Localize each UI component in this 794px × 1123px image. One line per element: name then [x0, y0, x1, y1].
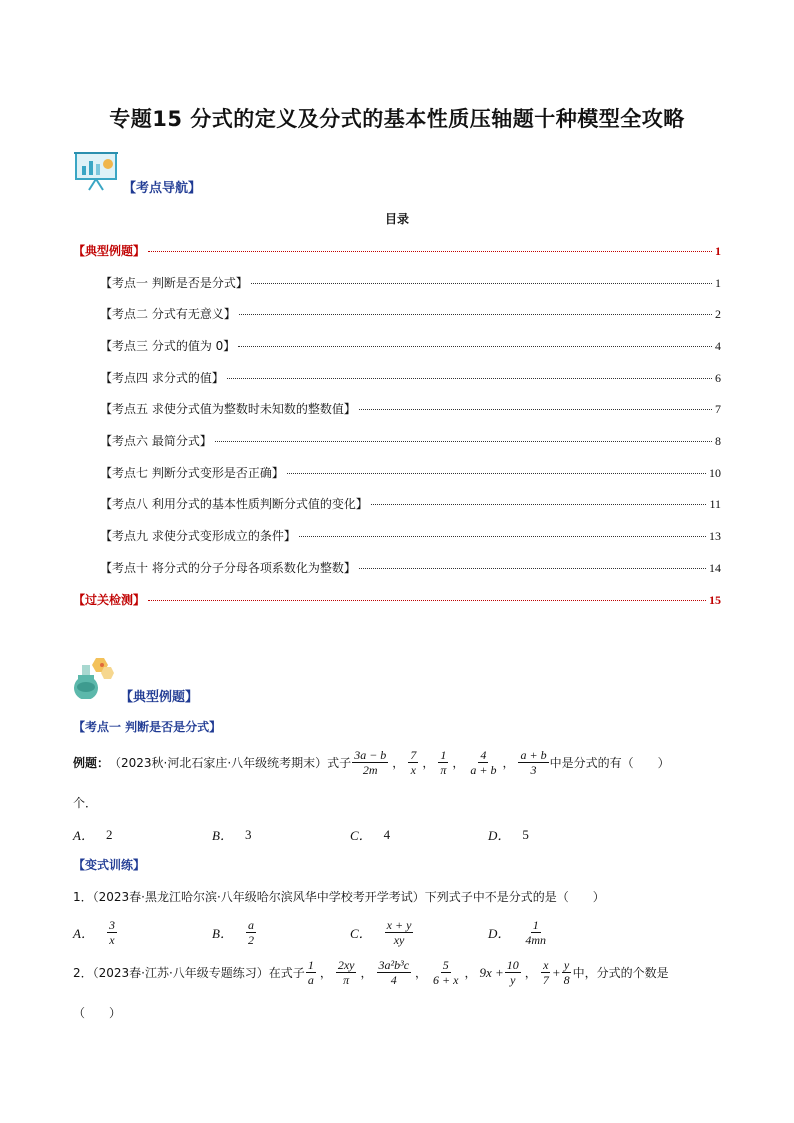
toc-label: 【考点一 判断是否是分式】 [100, 276, 248, 290]
presentation-board-icon [73, 150, 121, 192]
example-source: （2023秋·河北石家庄·八年级统考期末）式子 [109, 756, 352, 770]
toc-label: 【考点五 求使分式值为整数时未知数的整数值】 [100, 402, 356, 416]
toc-leader [238, 346, 712, 347]
fraction: $\frac{x + y}{xy}$ [386, 918, 412, 947]
toc-leader [359, 409, 712, 410]
fraction: $\frac{5}{6 + x}$ [433, 958, 459, 987]
fraction: $\frac{y}{8}$ [563, 958, 570, 987]
toc-row[interactable] [73, 242, 721, 260]
toc-row[interactable] [100, 274, 721, 292]
q1-option-d[interactable]: D． $\frac{1}{4mn}$ [488, 918, 547, 947]
toc-leader [227, 378, 712, 379]
fraction: $\frac{a}{2}$ [247, 918, 254, 947]
example-tail: 中是分式的有（ ） [549, 756, 670, 770]
toc-leader [251, 283, 712, 284]
fraction: $\frac{1}{a}$ [307, 958, 314, 987]
question-2: 2．（2023春·江苏·八年级专题练习）在式子 $\frac{1}{a}$ ， $\frac{2xy}{\pi}$ ， $\frac{\text{3a²b³c}}{4}$ ， $\frac{5}{6 + x}$ ， 9x + $\frac{10}{y}$ ， $\frac{x}{7}$ + $\frac{y}{8}$ 中，分式的个数是 [73, 958, 669, 987]
toc-leader [287, 473, 706, 474]
expr-prefix: 9x + [479, 964, 504, 980]
option-c[interactable]: C． 4 [350, 826, 391, 843]
toc-leader [299, 536, 706, 537]
toc-row[interactable] [100, 432, 721, 450]
typical-examples-heading: 【典型例题】 [120, 690, 199, 705]
fraction: $\frac{10}{y}$ [506, 958, 519, 987]
toc-label: 【考点九 求使分式变形成立的条件】 [100, 529, 296, 543]
example-label: 例题： [73, 756, 110, 770]
fraction: $\frac{x}{7}$ [542, 958, 549, 987]
fraction: $\frac{2xy}{\pi}$ [337, 958, 355, 987]
fraction: $\frac{7}{x}$ [410, 748, 417, 777]
fraction: $\frac{1}{4mn}$ [525, 918, 547, 947]
toc-row[interactable] [100, 527, 721, 545]
q1-option-a[interactable]: A． $\frac{3}{x}$ [73, 918, 115, 947]
toc-page: 8 [715, 434, 721, 448]
toc-leader [239, 314, 712, 315]
toc-page: 2 [715, 307, 721, 321]
toc-row[interactable] [100, 464, 721, 482]
toc-leader [215, 441, 712, 442]
plus-sign: + [551, 964, 561, 980]
toc-page: 11 [709, 497, 721, 511]
option-b[interactable]: B． 3 [212, 826, 252, 843]
toc-row[interactable] [100, 337, 721, 355]
toc-label: 【考点二 分式有无意义】 [100, 307, 236, 321]
fraction: $\frac{a + b}{3}$ [520, 748, 547, 777]
fraction: $\frac{\text{3a²b³c}}{4}$ [378, 958, 410, 987]
toc-page: 1 [715, 244, 721, 258]
toc-page: 7 [715, 402, 721, 416]
q2-text: 2．（2023春·江苏·八年级专题练习）在式子 [73, 966, 305, 980]
toc-page: 1 [715, 276, 721, 290]
page-title: 专题15 分式的定义及分式的基本性质压轴题十种模型全攻略 [109, 107, 685, 131]
toc-label: 【考点四 求分式的值】 [100, 371, 224, 385]
toc-page: 6 [715, 371, 721, 385]
toc-page: 13 [709, 529, 721, 543]
toc-page: 14 [709, 561, 721, 575]
variant-training-heading: 【变式训练】 [73, 858, 146, 872]
option-d[interactable]: D． 5 [488, 826, 529, 843]
toc-title: 目录 [384, 212, 409, 226]
example-question: 例题： （2023秋·河北石家庄·八年级统考期末）式子 $\frac{3a - b}{2m}$ ， $\frac{7}{x}$ ， $\frac{1}{\pi}$ ， $\frac{4}{a + b}$ ， $\frac{a + b}{3}$ 中是分式的有（ ） [73, 748, 670, 777]
toc-row[interactable] [100, 369, 721, 387]
toc-row[interactable] [100, 400, 721, 418]
flask-icon [72, 655, 116, 699]
toc-row[interactable] [100, 559, 721, 577]
q1-option-b[interactable]: B． $\frac{a}{2}$ [212, 918, 254, 947]
toc-label: 【典型例题】 [73, 244, 146, 258]
toc-row[interactable] [100, 495, 721, 513]
toc-page: 4 [715, 339, 721, 353]
toc-label: 【考点十 将分式的分子分母各项系数化为整数】 [100, 561, 356, 575]
toc-label: 【考点六 最简分式】 [100, 434, 212, 448]
fraction: $\frac{4}{a + b}$ [470, 748, 497, 777]
q1-option-c[interactable]: C． $\frac{x + y}{xy}$ [350, 918, 412, 947]
toc-leader [371, 504, 707, 505]
option-a[interactable]: A． 2 [73, 826, 113, 843]
toc-page: 10 [709, 466, 721, 480]
toc-leader [148, 600, 706, 601]
fraction: $\frac{3}{x}$ [108, 918, 115, 947]
toc-leader [359, 568, 706, 569]
toc-row[interactable] [100, 305, 721, 323]
fraction: $\frac{3a - b}{2m}$ [354, 748, 387, 777]
q2-tail: 中，分式的个数是 [572, 966, 669, 980]
q2-tail-2: （ ） [73, 1006, 122, 1020]
fraction: $\frac{1}{\pi}$ [440, 748, 447, 777]
example-tail-2: 个． [73, 796, 98, 810]
toc-page: 15 [709, 593, 721, 607]
toc-label: 【考点三 分式的值为 0】 [100, 339, 236, 353]
toc-label: 【过关检测】 [73, 593, 146, 607]
toc-leader [148, 251, 712, 252]
question-1: 1．（2023春·黑龙江哈尔滨·八年级哈尔滨风华中学校考开学考试）下列式子中不是分式的是（ ） [73, 890, 605, 904]
toc-label: 【考点八 利用分式的基本性质判断分式值的变化】 [100, 497, 368, 511]
toc-row[interactable] [73, 591, 721, 609]
kaodian-one-heading: 【考点一 判断是否是分式】 [73, 720, 222, 734]
toc-label: 【考点七 判断分式变形是否正确】 [100, 466, 284, 480]
nav-heading: 【考点导航】 [123, 181, 202, 196]
